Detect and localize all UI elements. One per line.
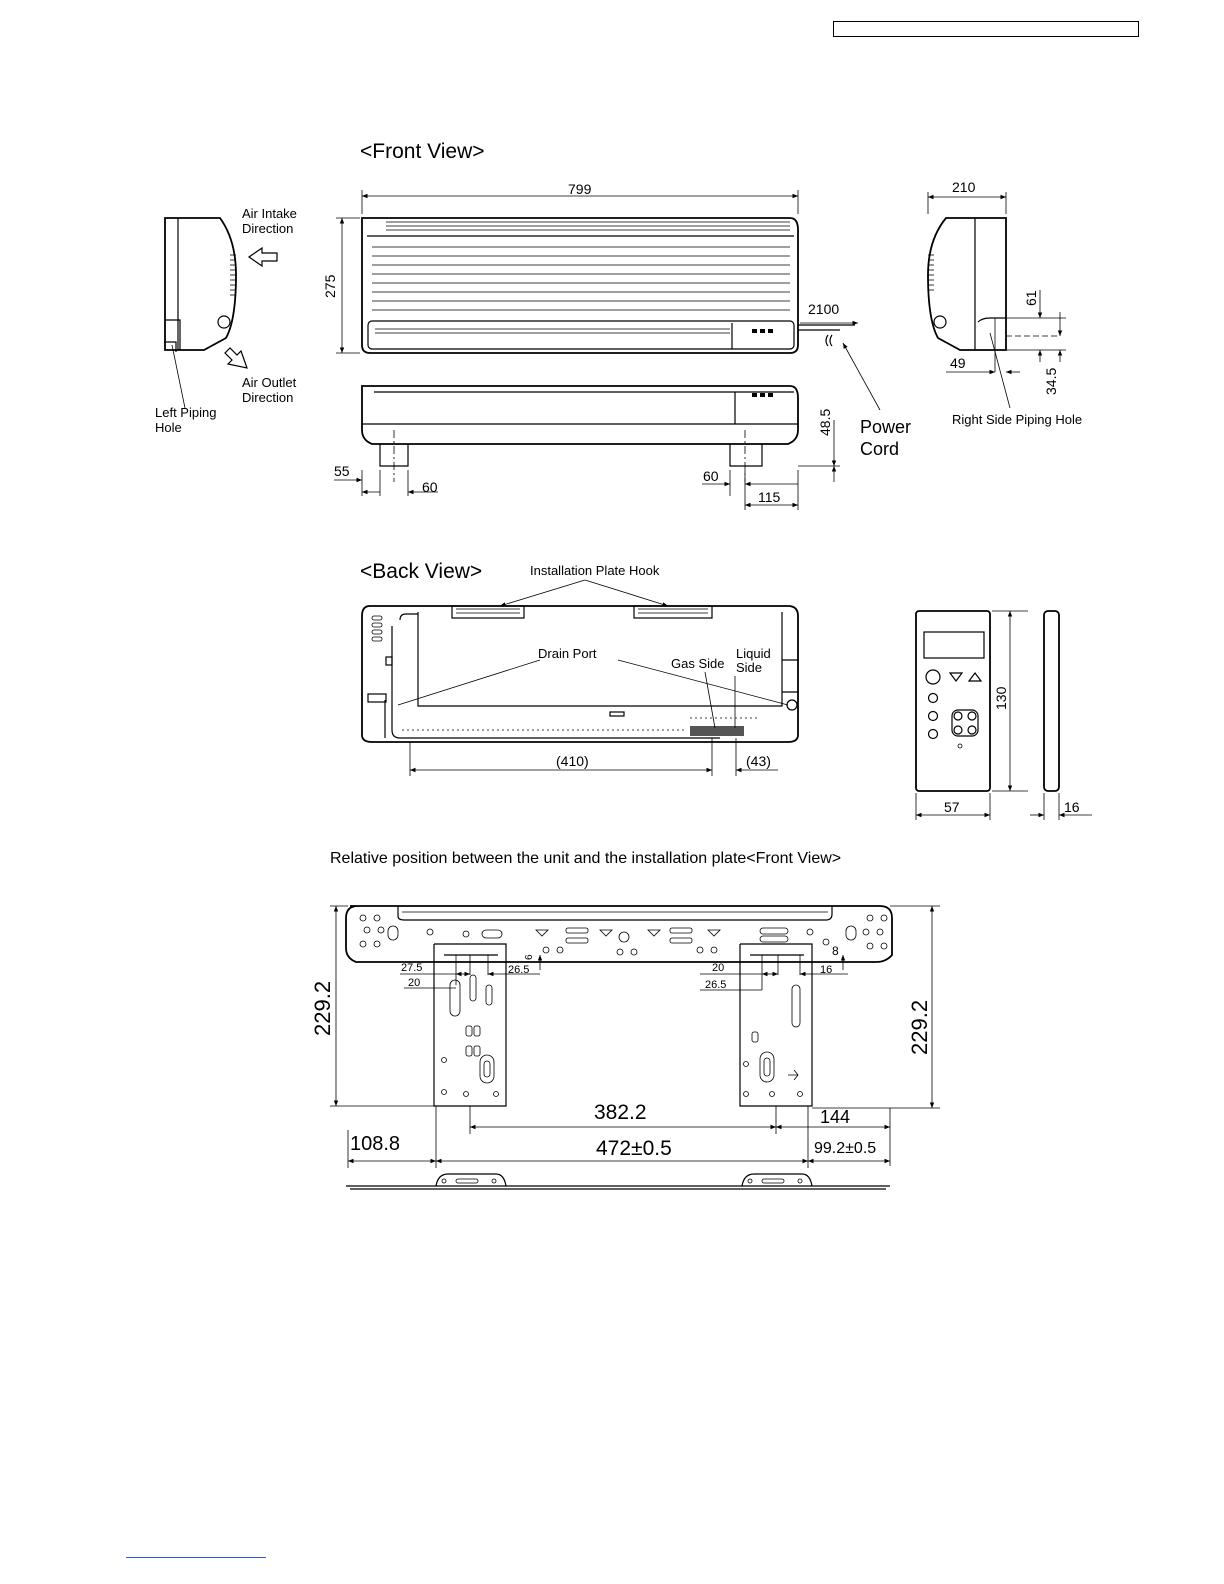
right-piping-label: Right Side Piping Hole (952, 412, 1083, 427)
dim-410: (410) (556, 753, 589, 769)
dim-99-2: 99.2±0.5 (814, 1140, 877, 1157)
air-intake-label-2: Direction (242, 221, 294, 236)
back-view-title: <Back View> (360, 560, 483, 583)
indoor-unit-back (362, 606, 798, 742)
left-side-profile (164, 218, 236, 352)
drain-port-label: Drain Port (538, 646, 597, 661)
dim-27-5: 27.5 (401, 962, 423, 974)
dim-55: 55 (334, 463, 350, 479)
dim-26-5-right: 26.5 (705, 979, 727, 991)
dim-20-left: 20 (408, 977, 421, 989)
air-outlet-label-1: Air Outlet (242, 375, 297, 390)
dim-57: 57 (944, 799, 960, 815)
dim-6-left: 6 (524, 954, 535, 960)
liquid-side-label-2: Side (736, 660, 763, 675)
gas-side-label: Gas Side (671, 656, 725, 671)
power-cord-label-1: Power (860, 417, 912, 437)
dim-34-5: 34.5 (1043, 367, 1059, 395)
dim-26-5-left: 26.5 (508, 964, 530, 976)
dim-108-8: 108.8 (350, 1133, 401, 1155)
indoor-unit-bottom (362, 386, 798, 482)
plate-profile (346, 1174, 890, 1189)
installation-plate-title: Relative position between the unit and the installation plate<Front View> (330, 850, 842, 867)
dim-8: 8 (832, 944, 839, 958)
dim-115: 115 (758, 489, 781, 505)
power-cord-label-2: Cord (860, 439, 900, 459)
dim-2100: 2100 (808, 301, 840, 317)
dim-48-5: 48.5 (817, 408, 833, 436)
indoor-unit-front (362, 218, 855, 353)
liquid-side-label-1: Liquid (736, 646, 771, 661)
dim-43: (43) (746, 753, 771, 769)
dim-16: 16 (1064, 799, 1080, 815)
left-piping-label-2: Hole (155, 420, 182, 435)
installation-plate (346, 906, 892, 1106)
dim-61: 61 (1023, 290, 1039, 306)
front-view-title: <Front View> (360, 140, 485, 163)
left-piping-leader (172, 345, 185, 408)
air-intake-arrow (249, 248, 277, 266)
dim-275: 275 (322, 274, 338, 298)
hook-label: Installation Plate Hook (530, 563, 660, 578)
dim-60-right: 60 (703, 468, 719, 484)
dim-799: 799 (568, 181, 592, 197)
dim-60-left: 60 (422, 479, 438, 495)
dim-20-right: 20 (712, 962, 725, 974)
air-intake-label-1: Air Intake (242, 206, 297, 221)
dim-472: 472±0.5 (596, 1137, 672, 1160)
dim-144: 144 (820, 1107, 851, 1127)
dim-49: 49 (950, 355, 966, 371)
remote-controller (916, 611, 1059, 791)
dim-229-2-left: 229.2 (310, 980, 335, 1036)
air-outlet-label-2: Direction (242, 390, 294, 405)
dim-229-2-right: 229.2 (907, 999, 932, 1055)
dim-382-2: 382.2 (594, 1101, 647, 1124)
footer-link-line (126, 1557, 266, 1558)
air-outlet-arrow (225, 348, 247, 368)
dim-210: 210 (952, 179, 976, 195)
dim-130: 130 (993, 686, 1009, 710)
left-piping-label-1: Left Piping (155, 405, 217, 420)
dim-16-plate: 16 (820, 964, 833, 976)
